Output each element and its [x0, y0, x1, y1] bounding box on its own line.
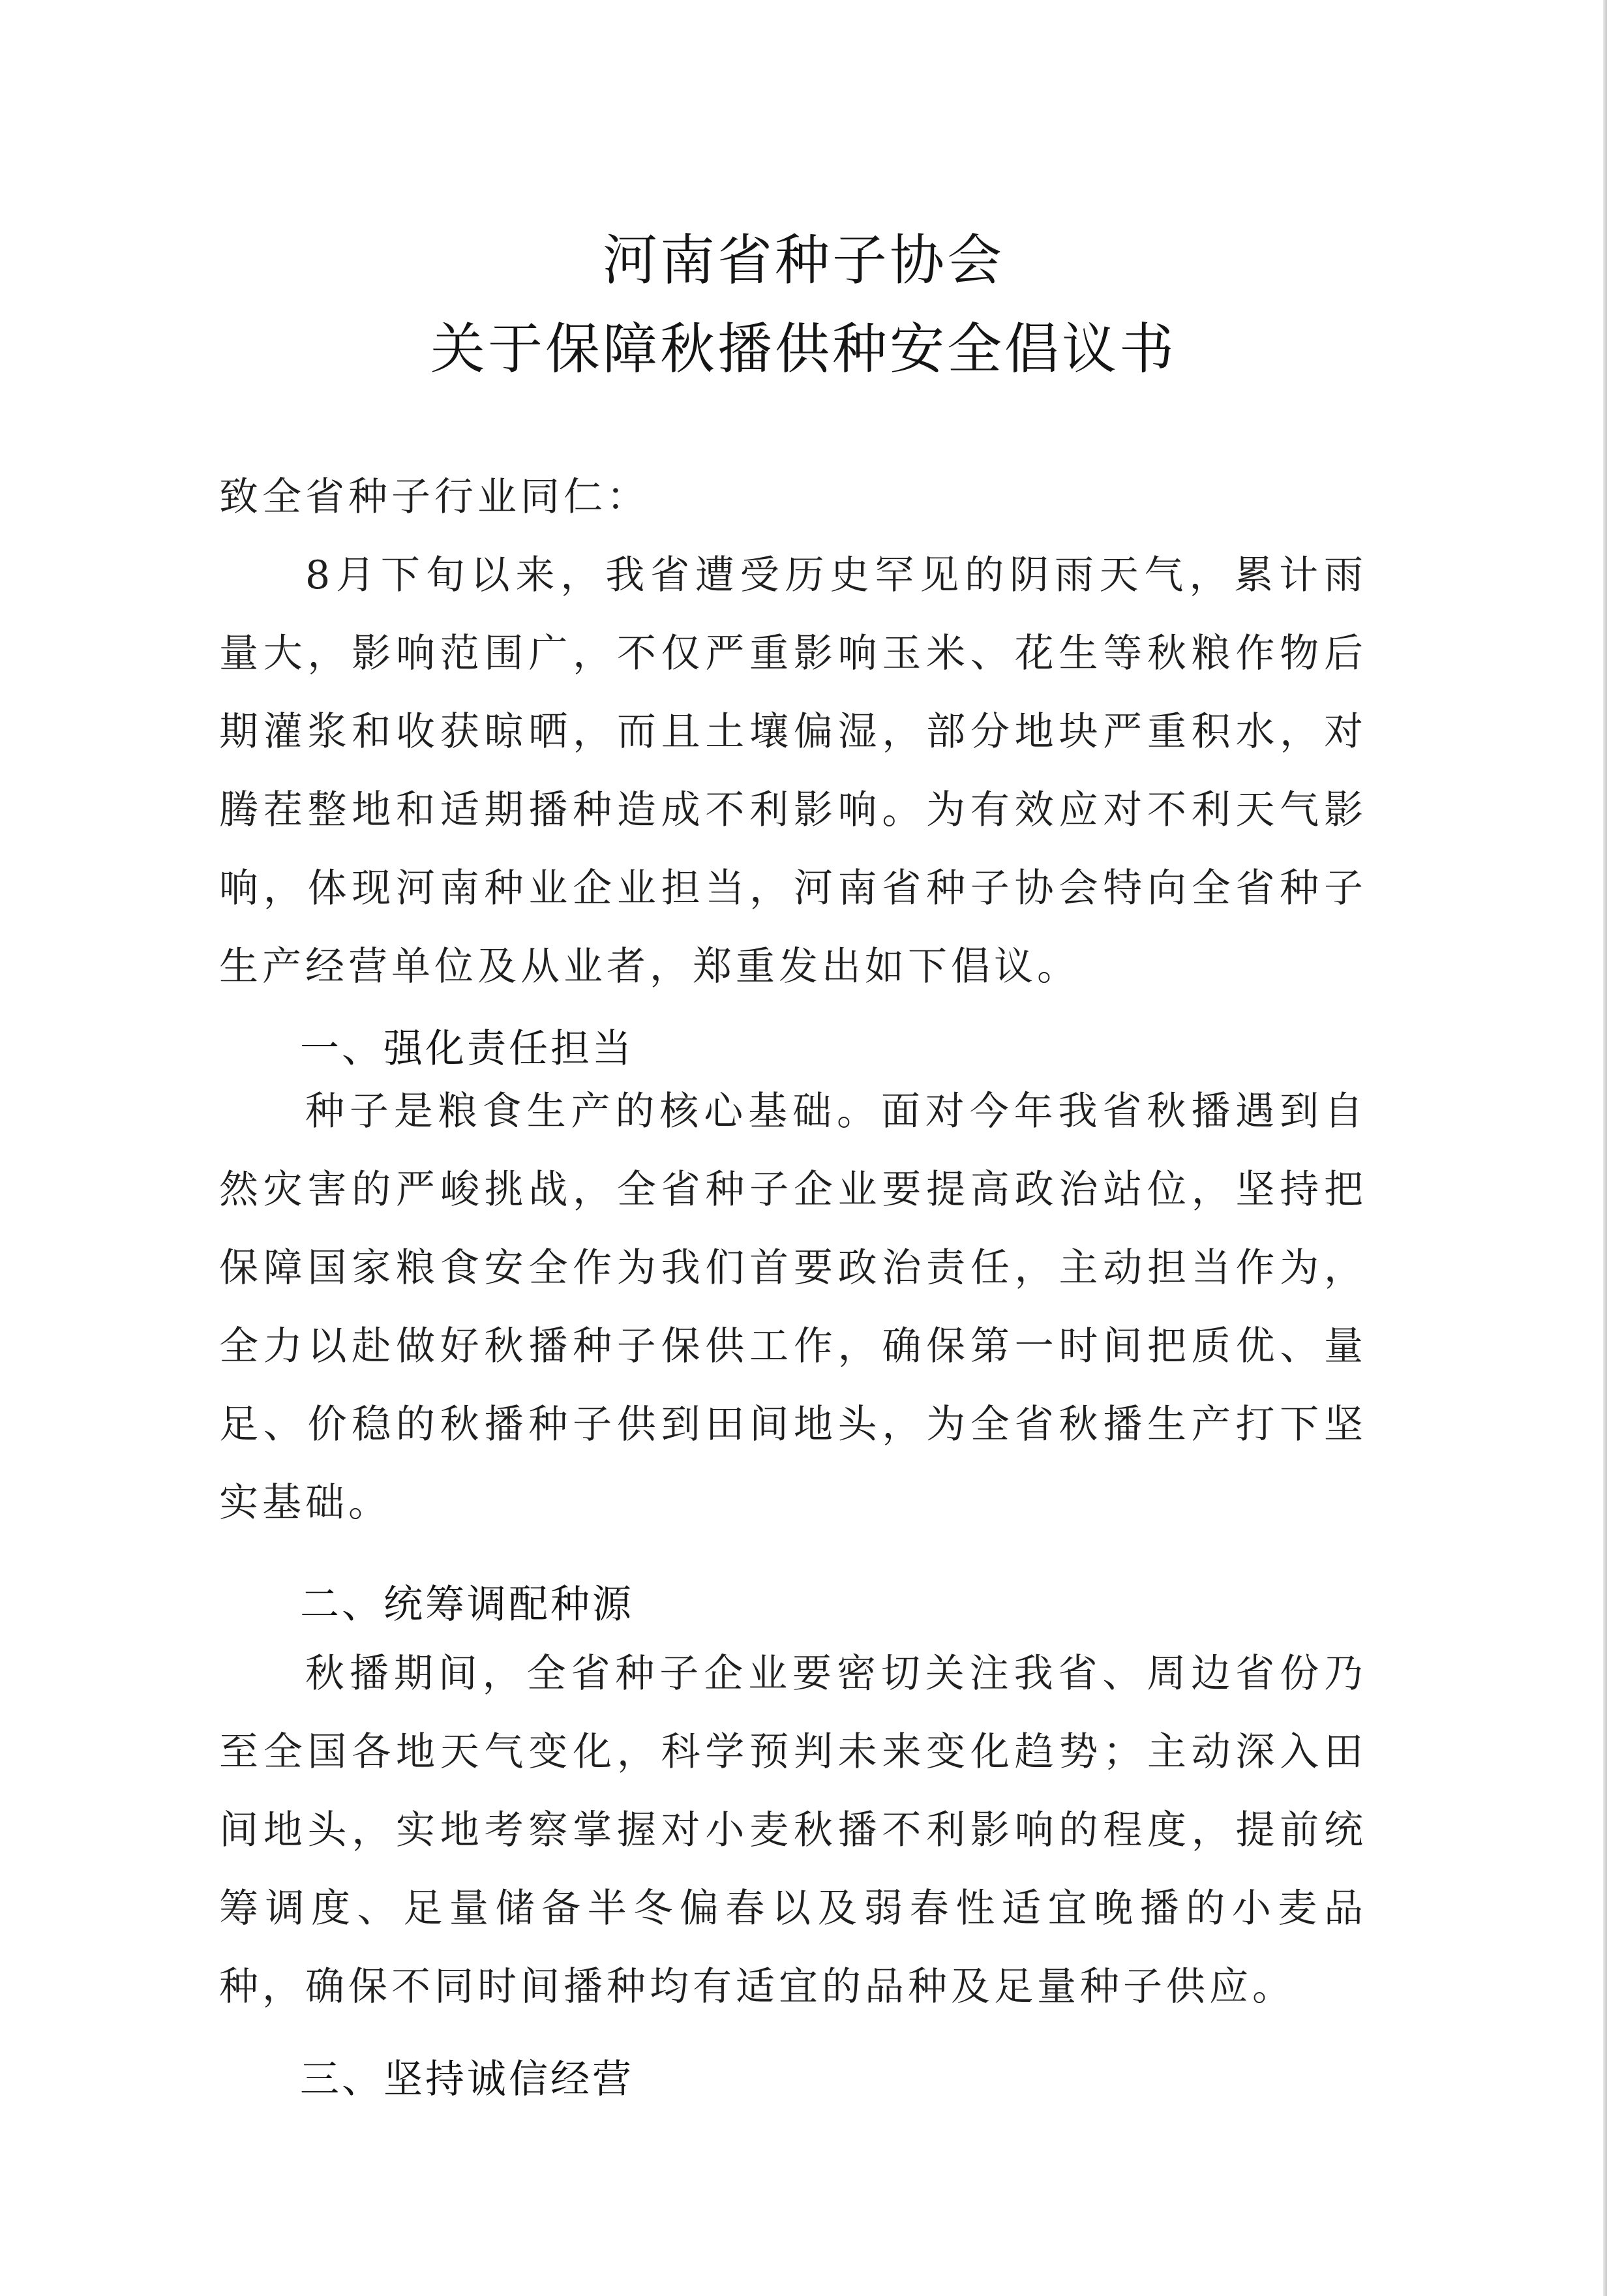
section-heading-2: 二、统筹调配种源: [300, 1582, 634, 1627]
intro-paragraph: 8月下旬以来，我省遭受历史罕见的阴雨天气，累计雨量大，影响范围广，不仅严重影响玉米、花生等秋粮作物后期灌浆和收获晾晒，而且土壤偏湿，部分地块严重积水，对腾茬整地和适期播种造成不利影响。为有效应对不利天气影响，体现河南种业企业担当，河南省种子协会特向全省种子生产经营单位及从业者，郑重发出如下倡议。: [219, 552, 1367, 989]
section-heading-1: 一、强化责任担当: [300, 1026, 634, 1072]
document-title-line-2: 关于保障秋播供种安全倡议书: [430, 317, 1177, 381]
document-title-line-1: 河南省种子协会: [602, 228, 1004, 292]
salutation: 致全省种子行业同仁：: [219, 474, 650, 520]
section-heading-3: 三、坚持诚信经营: [300, 2057, 634, 2102]
section-paragraph-2: 秋播期间，全省种子企业要密切关注我省、周边省份乃至全国各地天气变化，科学预判未来变化趋势；主动深入田间地头，实地考察掌握对小麦秋播不利影响的程度，提前统筹调度、足量储备半冬偏春以及弱春性适宜晚播的小麦品种，确保不同时间播种均有适宜的品种及足量种子供应。: [219, 1651, 1367, 2010]
section-paragraph-1: 种子是粮食生产的核心基础。面对今年我省秋播遇到自然灾害的严峻挑战，全省种子企业要提高政治站位，坚持把保障国家粮食安全作为我们首要政治责任，主动担当作为，全力以赴做好秋播种子保供工作，确保第一时间把质优、量足、价稳的秋播种子供到田间地头，为全省秋播生产打下坚实基础。: [219, 1089, 1367, 1526]
